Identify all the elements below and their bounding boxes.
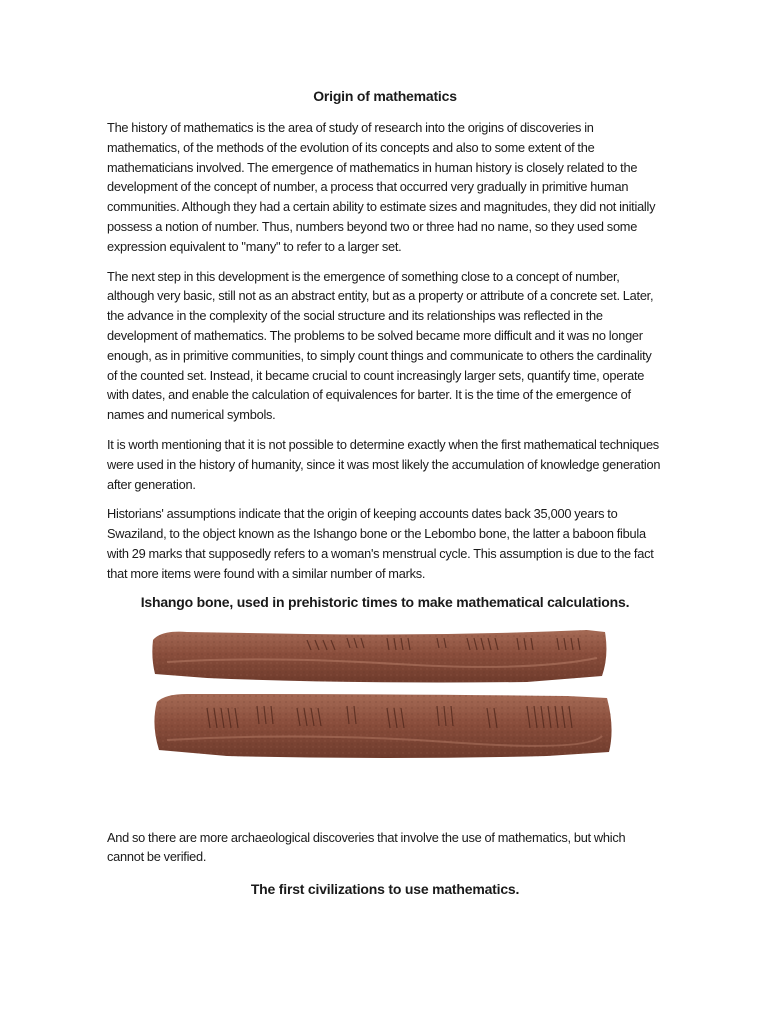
document-page (107, 88, 663, 897)
bone-bottom (154, 694, 611, 758)
ishango-bone-illustration (147, 628, 617, 768)
bone-top (152, 630, 606, 683)
paragraph-history: The history of mathematics is the area of study of research into the origins of discoveries in mathematics, of the methods of the evolution of its concepts and also to some extent of the mathematicians involved. The emergence of mathematics in human history is closely related to the development of the concept of number, a process that occurred very gradually in primitive human communities. Although they had a certain ability to estimate sizes and magnitudes, they did not initially possess a notion of number. Thus, numbers beyond two or three had no name, so they used some expression equivalent to "many" to refer to a larger set. (107, 120, 656, 254)
paragraph-historians: Historians' assumptions indicate that the origin of keeping accounts dates back 35,000 years to Swaziland, to the object known as the Ishango bone or the Lebombo bone, the latter a baboon fibula with 29 marks that supposedly refers to a woman's menstrual cycle. This assumption is due to the fact that more items were found with a similar number of marks. (107, 506, 654, 581)
paragraph-archaeological: And so there are more archaeological discoveries that involve the use of mathematics, but which cannot be verified. (107, 829, 626, 865)
figure-caption: Ishango bone, used in prehistoric times to make mathematical calculations. (140, 593, 630, 610)
section-heading: The first civilizations to use mathematics. (250, 881, 520, 898)
paragraph-worth-mentioning: It is worth mentioning that it is not possible to determine exactly when the first mathematical techniques were used in the history of humanity, since it was most likely the accumulation of knowledge generation after generation. (107, 436, 661, 492)
ishango-bone-image (147, 628, 617, 768)
paragraph-next-step: The next step in this development is the emergence of something close to a concept of number, although very basic, still not as an abstract entity, but as a property or attribute of a concrete set. Later, the advance in the complexity of the social structure and its relationships was reflected in the development of mathematics. The problems to be solved became more difficult and it was no longer enough, as in primitive communities, to simply count things and communicate to others the cardinality of the counted set. Instead, it became crucial to count increasingly larger sets, quantify time, operate with dates, and enable the calculation of equivalences for barter. It is the time of the emergence of names and numerical symbols. (107, 268, 654, 423)
page-title: Origin of mathematics (313, 88, 457, 104)
